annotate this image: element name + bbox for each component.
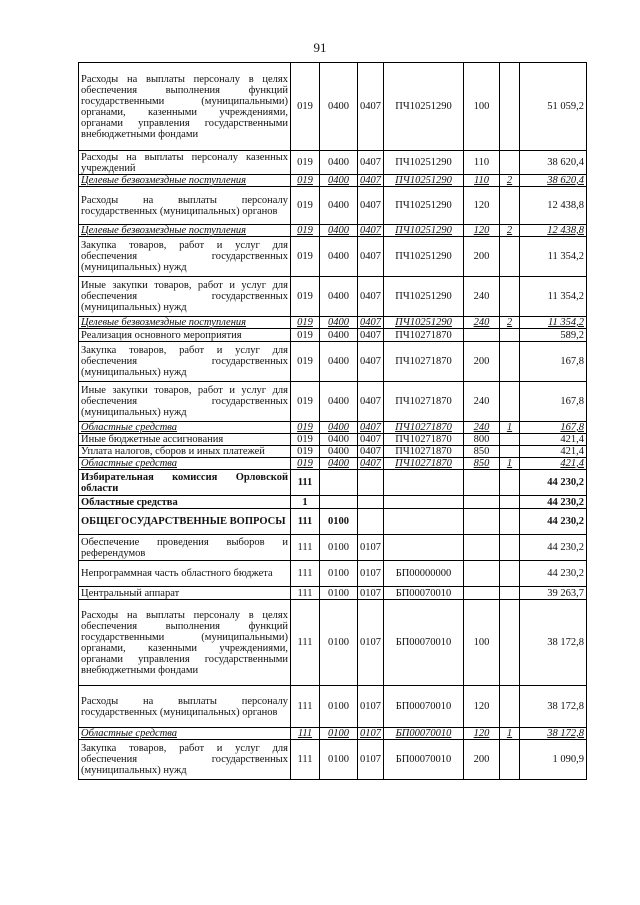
admin-code: 111 [291,728,320,740]
amount: 44 230,2 [520,470,587,496]
funding-source-code [500,63,520,151]
subsection-code: 0407 [358,434,384,446]
row-name: Расходы на выплаты персоналу государственных (муниципальных) органов [79,686,291,728]
target-article-code: ПЧ10251290 [384,175,464,187]
row-name: Областные средства [79,458,291,470]
subsection-code [358,509,384,535]
target-article-code: БП00070010 [384,587,464,600]
subsection-code: 0407 [358,187,384,225]
funding-source-code: 1 [500,422,520,434]
row-name: Центральный аппарат [79,587,291,600]
table-row [79,740,587,780]
target-article-code: ПЧ10271870 [384,329,464,342]
target-article-code: БП00070010 [384,728,464,740]
row-name: Областные средства [79,728,291,740]
amount: 44 230,2 [520,535,587,561]
amount: 38 620,4 [520,151,587,175]
row-name: Целевые безвозмездные поступления [79,225,291,237]
target-article-code [384,470,464,496]
admin-code: 019 [291,446,320,458]
admin-code: 019 [291,237,320,277]
table-row [79,342,587,382]
expense-type-code [464,496,500,509]
funding-source-code [500,277,520,317]
section-code: 0100 [320,535,358,561]
admin-code: 019 [291,382,320,422]
subsection-code: 0407 [358,237,384,277]
expense-type-code: 200 [464,237,500,277]
row-name: Иные закупки товаров, работ и услуг для обеспечения государственных (муниципальных) нужд [79,277,291,317]
section-code: 0100 [320,686,358,728]
subsection-code: 0407 [358,63,384,151]
amount: 167,8 [520,342,587,382]
subsection-code: 0407 [358,446,384,458]
amount: 39 263,7 [520,587,587,600]
section-code: 0400 [320,422,358,434]
subsection-code: 0407 [358,458,384,470]
target-article-code: ПЧ10271870 [384,422,464,434]
admin-code: 019 [291,187,320,225]
expense-type-code [464,561,500,587]
funding-source-code [500,237,520,277]
subsection-code: 0407 [358,342,384,382]
row-name: Закупка товаров, работ и услуг для обеспечения государственных (муниципальных) нужд [79,237,291,277]
row-name: Целевые безвозмездные поступления [79,175,291,187]
section-code: 0400 [320,63,358,151]
funding-source-code [500,600,520,686]
row-name: Расходы на выплаты персоналу в целях обеспечения выполнения функций государственными (муниципальными) органами, казенными учреждениями, органами управления государственными внебюджетными фондами [79,600,291,686]
amount: 11 354,2 [520,237,587,277]
subsection-code: 0107 [358,600,384,686]
table-row [79,225,587,237]
row-name: ОБЩЕГОСУДАРСТВЕННЫЕ ВОПРОСЫ [79,509,291,535]
target-article-code: ПЧ10271870 [384,382,464,422]
amount: 11 354,2 [520,317,587,329]
expense-type-code: 100 [464,63,500,151]
section-code: 0400 [320,151,358,175]
funding-source-code: 1 [500,728,520,740]
budget-table [78,62,587,780]
table-row [79,434,587,446]
table-row [79,600,587,686]
admin-code: 019 [291,175,320,187]
row-name: Закупка товаров, работ и услуг для обеспечения государственных (муниципальных) нужд [79,740,291,780]
admin-code: 1 [291,496,320,509]
admin-code: 111 [291,470,320,496]
table-row [79,686,587,728]
target-article-code: БП00070010 [384,740,464,780]
subsection-code: 0407 [358,225,384,237]
admin-code: 111 [291,509,320,535]
amount: 44 230,2 [520,561,587,587]
section-code: 0100 [320,509,358,535]
amount: 51 059,2 [520,63,587,151]
section-code [320,470,358,496]
section-code: 0400 [320,434,358,446]
amount: 12 438,8 [520,187,587,225]
table-row [79,187,587,225]
subsection-code: 0107 [358,587,384,600]
amount: 167,8 [520,382,587,422]
subsection-code [358,470,384,496]
section-code: 0400 [320,277,358,317]
row-name: Областные средства [79,496,291,509]
admin-code: 019 [291,422,320,434]
target-article-code [384,535,464,561]
funding-source-code [500,561,520,587]
expense-type-code: 800 [464,434,500,446]
amount: 421,4 [520,434,587,446]
table-row [79,422,587,434]
admin-code: 019 [291,458,320,470]
section-code: 0400 [320,237,358,277]
table-row [79,175,587,187]
table-row [79,151,587,175]
target-article-code: ПЧ10271870 [384,342,464,382]
admin-code: 019 [291,342,320,382]
admin-code: 019 [291,329,320,342]
section-code: 0400 [320,458,358,470]
target-article-code: ПЧ10271870 [384,446,464,458]
expense-type-code: 850 [464,458,500,470]
row-name: Областные средства [79,422,291,434]
funding-source-code [500,509,520,535]
funding-source-code: 1 [500,458,520,470]
expense-type-code: 200 [464,740,500,780]
target-article-code: ПЧ10251290 [384,187,464,225]
subsection-code: 0107 [358,740,384,780]
funding-source-code: 2 [500,175,520,187]
section-code: 0400 [320,317,358,329]
table-row [79,728,587,740]
target-article-code: ПЧ10251290 [384,225,464,237]
amount: 38 620,4 [520,175,587,187]
amount: 44 230,2 [520,509,587,535]
table-row [79,470,587,496]
section-code: 0100 [320,728,358,740]
row-name: Иные бюджетные ассигнования [79,434,291,446]
expense-type-code: 120 [464,686,500,728]
admin-code: 019 [291,277,320,317]
expense-type-code: 240 [464,317,500,329]
row-name: Закупка товаров, работ и услуг для обеспечения государственных (муниципальных) нужд [79,342,291,382]
target-article-code: ПЧ10251290 [384,277,464,317]
table-row [79,496,587,509]
amount: 38 172,8 [520,686,587,728]
expense-type-code [464,509,500,535]
subsection-code: 0407 [358,422,384,434]
amount: 1 090,9 [520,740,587,780]
target-article-code [384,509,464,535]
table-row [79,277,587,317]
expense-type-code: 100 [464,600,500,686]
section-code: 0400 [320,446,358,458]
amount: 44 230,2 [520,496,587,509]
funding-source-code [500,329,520,342]
funding-source-code [500,446,520,458]
table-body [79,63,587,780]
target-article-code: БП00000000 [384,561,464,587]
page-number: 91 [313,40,327,55]
subsection-code: 0407 [358,382,384,422]
section-code: 0400 [320,382,358,422]
subsection-code: 0407 [358,151,384,175]
funding-source-code [500,535,520,561]
subsection-code [358,496,384,509]
row-name: Реализация основного мероприятия [79,329,291,342]
admin-code: 019 [291,434,320,446]
row-name: Уплата налогов, сборов и иных платежей [79,446,291,458]
funding-source-code [500,187,520,225]
section-code: 0100 [320,587,358,600]
section-code [320,496,358,509]
expense-type-code: 120 [464,728,500,740]
row-name: Целевые безвозмездные поступления [79,317,291,329]
admin-code: 019 [291,151,320,175]
section-code: 0100 [320,600,358,686]
row-name: Иные закупки товаров, работ и услуг для обеспечения государственных (муниципальных) нужд [79,382,291,422]
expense-type-code: 120 [464,225,500,237]
expense-type-code: 110 [464,151,500,175]
amount: 38 172,8 [520,600,587,686]
expense-type-code: 110 [464,175,500,187]
table-row [79,535,587,561]
target-article-code: ПЧ10271870 [384,434,464,446]
expense-type-code [464,329,500,342]
subsection-code: 0107 [358,535,384,561]
table-row [79,561,587,587]
amount: 421,4 [520,446,587,458]
row-name: Расходы на выплаты персоналу казенных учреждений [79,151,291,175]
target-article-code: ПЧ10251290 [384,151,464,175]
admin-code: 111 [291,740,320,780]
expense-type-code: 240 [464,277,500,317]
expense-type-code: 240 [464,382,500,422]
subsection-code: 0107 [358,561,384,587]
section-code: 0400 [320,342,358,382]
table-row [79,509,587,535]
target-article-code: ПЧ10251290 [384,63,464,151]
funding-source-code [500,470,520,496]
row-name: Обеспечение проведения выборов и референдумов [79,535,291,561]
funding-source-code: 2 [500,225,520,237]
admin-code: 019 [291,63,320,151]
row-name: Избирательная комиссия Орловской области [79,470,291,496]
row-name: Непрограммная часть областного бюджета [79,561,291,587]
expense-type-code: 850 [464,446,500,458]
target-article-code: ПЧ10251290 [384,317,464,329]
section-code: 0400 [320,187,358,225]
admin-code: 111 [291,600,320,686]
table-row [79,329,587,342]
target-article-code [384,496,464,509]
target-article-code: БП00070010 [384,600,464,686]
subsection-code: 0107 [358,728,384,740]
target-article-code: БП00070010 [384,686,464,728]
table-row [79,63,587,151]
table-row [79,382,587,422]
section-code: 0400 [320,225,358,237]
expense-type-code: 200 [464,342,500,382]
amount: 589,2 [520,329,587,342]
section-code: 0100 [320,740,358,780]
subsection-code: 0407 [358,329,384,342]
section-code: 0400 [320,175,358,187]
subsection-code: 0107 [358,686,384,728]
funding-source-code [500,496,520,509]
funding-source-code: 2 [500,317,520,329]
funding-source-code [500,587,520,600]
row-name: Расходы на выплаты персоналу в целях обеспечения выполнения функций государственными (муниципальными) органами, казенными учреждениями, органами управления государственными внебюджетными фондами [79,63,291,151]
amount: 421,4 [520,458,587,470]
admin-code: 019 [291,225,320,237]
admin-code: 111 [291,561,320,587]
section-code: 0400 [320,329,358,342]
expense-type-code [464,535,500,561]
table-row [79,458,587,470]
table-row [79,317,587,329]
subsection-code: 0407 [358,175,384,187]
funding-source-code [500,151,520,175]
funding-source-code [500,686,520,728]
funding-source-code [500,342,520,382]
amount: 38 172,8 [520,728,587,740]
table-row [79,446,587,458]
admin-code: 111 [291,535,320,561]
admin-code: 019 [291,317,320,329]
target-article-code: ПЧ10271870 [384,458,464,470]
target-article-code: ПЧ10251290 [384,237,464,277]
amount: 167,8 [520,422,587,434]
admin-code: 111 [291,587,320,600]
amount: 12 438,8 [520,225,587,237]
subsection-code: 0407 [358,277,384,317]
table-row [79,587,587,600]
amount: 11 354,2 [520,277,587,317]
expense-type-code: 240 [464,422,500,434]
expense-type-code [464,587,500,600]
section-code: 0100 [320,561,358,587]
table-row [79,237,587,277]
expense-type-code: 120 [464,187,500,225]
funding-source-code [500,434,520,446]
funding-source-code [500,382,520,422]
subsection-code: 0407 [358,317,384,329]
row-name: Расходы на выплаты персоналу государственных (муниципальных) органов [79,187,291,225]
admin-code: 111 [291,686,320,728]
expense-type-code [464,470,500,496]
funding-source-code [500,740,520,780]
